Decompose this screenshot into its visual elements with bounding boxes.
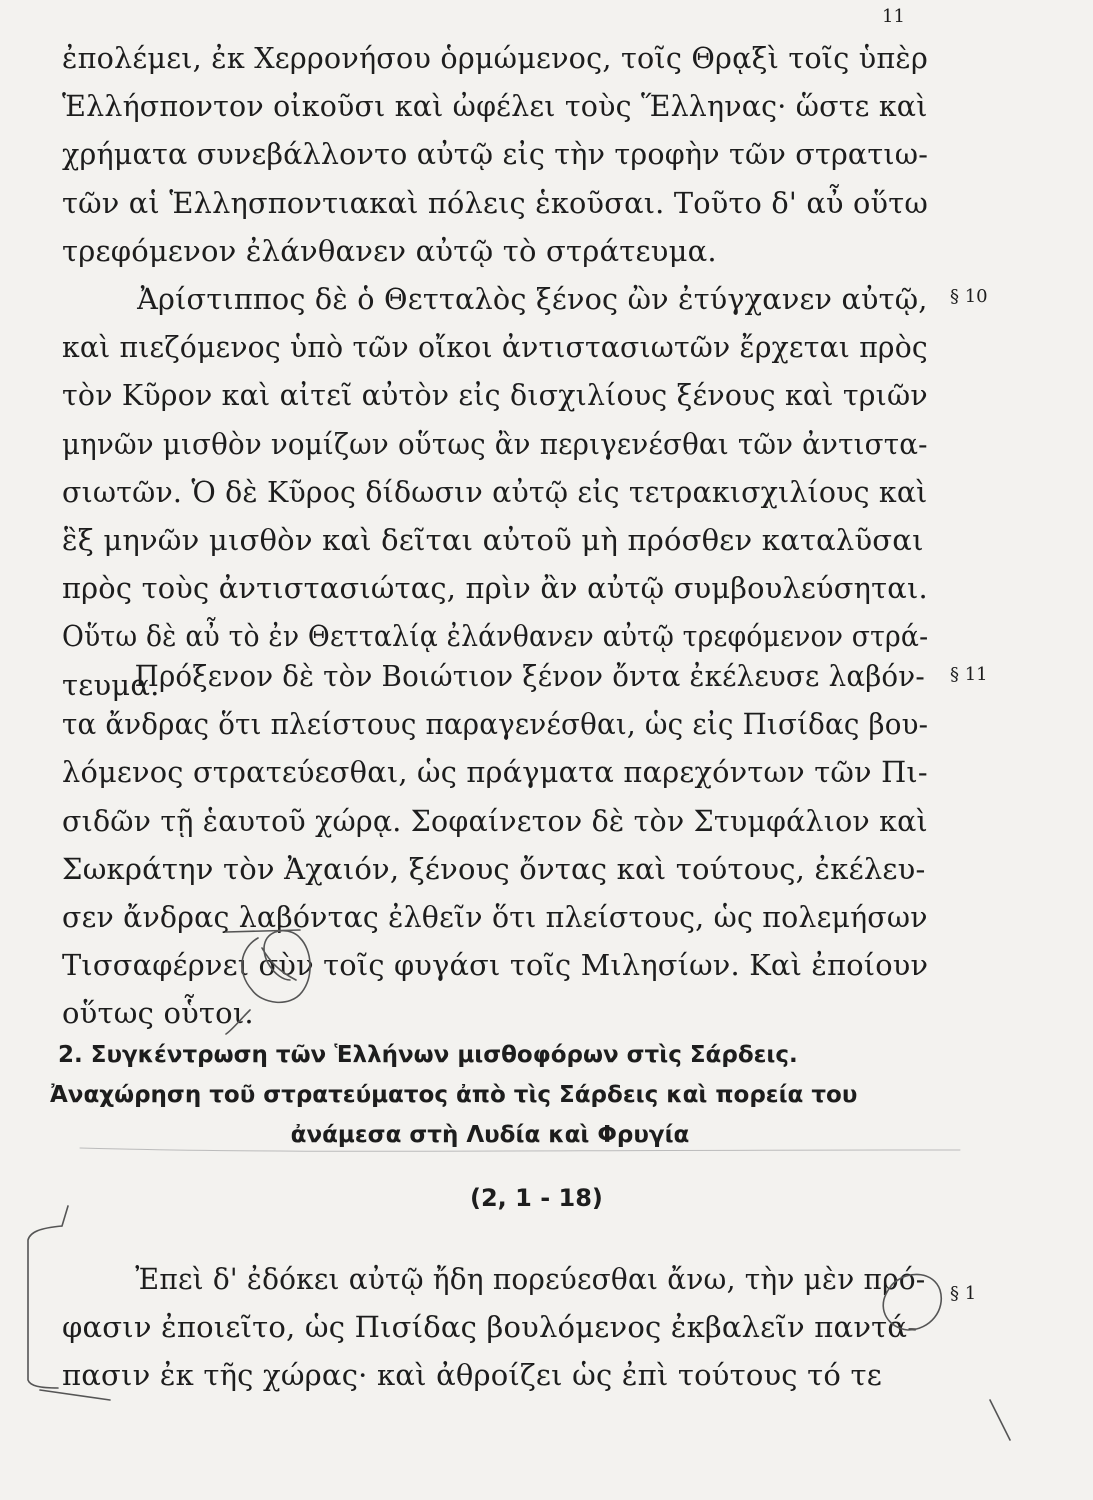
text-line: ἓξ μηνῶν μισθὸν καὶ δεῖται αὐτοῦ μὴ πρόσθεν καταλῦσαι bbox=[62, 523, 924, 558]
text-line: πασιν ἐκ τῆς χώρας· καὶ ἀθροίζει ὡς ἐπὶ τούτους τό τε bbox=[62, 1358, 882, 1393]
stray-mark bbox=[990, 1400, 1010, 1440]
text-line: καὶ πιεζόμενος ὑπὸ τῶν οἴκοι ἀντιστασιωτῶν ἔρχεται πρὸς bbox=[62, 330, 928, 365]
section-range: (2, 1 - 18) bbox=[470, 1184, 603, 1212]
marginal-section-number: § 10 bbox=[950, 286, 988, 307]
text-line: ἐπολέμει, ἐκ Χερρονήσου ὁρμώμενος, τοῖς Θρᾳξὶ τοῖς ὑπὲρ bbox=[62, 41, 928, 75]
text-line: οὕτως οὗτοι. bbox=[62, 996, 254, 1031]
text-line: Ἀρίστιππος δὲ ὁ Θετταλὸς ξένος ὢν ἐτύγχανεν αὐτῷ, bbox=[137, 282, 928, 316]
text-line: πρὸς τοὺς ἀντιστασιώτας, πρὶν ἂν αὐτῷ συμβουλεύσηται. bbox=[62, 571, 928, 606]
text-line: Ἐπεὶ δ' ἐδόκει αὐτῷ ἤδη πορεύεσθαι ἄνω, τὴν μὲν πρό- bbox=[135, 1262, 926, 1296]
text-line: τὸν Κῦρον καὶ αἰτεῖ αὐτὸν εἰς δισχιλίους ξένους καὶ τριῶν bbox=[62, 378, 928, 413]
text-line: σεν ἄνδρας λαβόντας ἐλθεῖν ὅτι πλείστους, ὡς πολεμήσων bbox=[62, 900, 928, 935]
text-line: τα ἄνδρας ὅτι πλείστους παραγενέσθαι, ὡς εἰς Πισίδας βου- bbox=[62, 707, 929, 742]
page-number: 11 bbox=[882, 6, 905, 27]
marginal-section-number: § 1 bbox=[950, 1283, 977, 1304]
circle-mark bbox=[883, 1274, 941, 1330]
text-line: τρεφόμενον ἐλάνθανεν αὐτῷ τὸ στράτευμα. bbox=[62, 233, 717, 268]
scribble-mark bbox=[226, 931, 310, 1034]
marginal-section-number: § 11 bbox=[950, 664, 988, 685]
text-line: τευμα. bbox=[62, 667, 160, 702]
text-line: Σωκράτην τὸν Ἀχαιόν, ξένους ὄντας καὶ τούτους, ἐκέλευ- bbox=[62, 851, 926, 886]
text-line: Τισσαφέρνει σὺν τοῖς φυγάσι τοῖς Μιλησίων. Καὶ ἐποίουν bbox=[62, 948, 929, 983]
heading-line: ἀνάμεσα στὴ Λυδία καὶ Φρυγία bbox=[290, 1122, 690, 1148]
text-line: μηνῶν μισθὸν νομίζων οὕτως ἂν περιγενέσθαι τῶν ἀντιστα- bbox=[62, 426, 928, 461]
text-line: σιωτῶν. Ὁ δὲ Κῦρος δίδωσιν αὐτῷ εἰς τετρακισχιλίους καὶ bbox=[62, 474, 928, 509]
heading-line: Ἀναχώρηση τοῦ στρατεύματος ἀπὸ τὶς Σάρδεις καὶ πορεία του bbox=[50, 1082, 858, 1108]
faint-line bbox=[80, 1148, 960, 1151]
text-line: χρήματα συνεβάλλοντο αὐτῷ εἰς τὴν τροφὴν τῶν στρατιω- bbox=[62, 137, 929, 172]
text-line: Οὕτω δὲ αὖ τὸ ἐν Θετταλίᾳ ἐλάνθανεν αὐτῷ τρεφόμενον στρά- bbox=[62, 619, 929, 654]
text-line: Ἑλλήσποντον οἰκοῦσι καὶ ὠφέλει τοὺς Ἕλληνας· ὥστε καὶ bbox=[62, 89, 928, 124]
text-line: λόμενος στρατεύεσθαι, ὡς πράγματα παρεχόντων τῶν Πι- bbox=[62, 755, 928, 790]
text-line: σιδῶν τῇ ἑαυτοῦ χώρᾳ. Σοφαίνετον δὲ τὸν Στυμφάλιον καὶ bbox=[62, 803, 928, 838]
bracket-mark bbox=[28, 1206, 110, 1400]
text-line: τῶν αἱ Ἑλλησποντιακαὶ πόλεις ἑκοῦσαι. Τοῦτο δ' αὖ οὕτω bbox=[62, 185, 929, 220]
heading-line: 2. Συγκέντρωση τῶν Ἑλλήνων μισθοφόρων στὶς Σάρδεις. bbox=[58, 1042, 798, 1068]
text-line: φασιν ἐποιεῖτο, ὡς Πισίδας βουλόμενος ἐκβαλεῖν παντά- bbox=[62, 1310, 918, 1345]
text-line: Πρόξενον δὲ τὸν Βοιώτιον ξένον ὄντα ἐκέλευσε λαβόν- bbox=[134, 659, 925, 693]
